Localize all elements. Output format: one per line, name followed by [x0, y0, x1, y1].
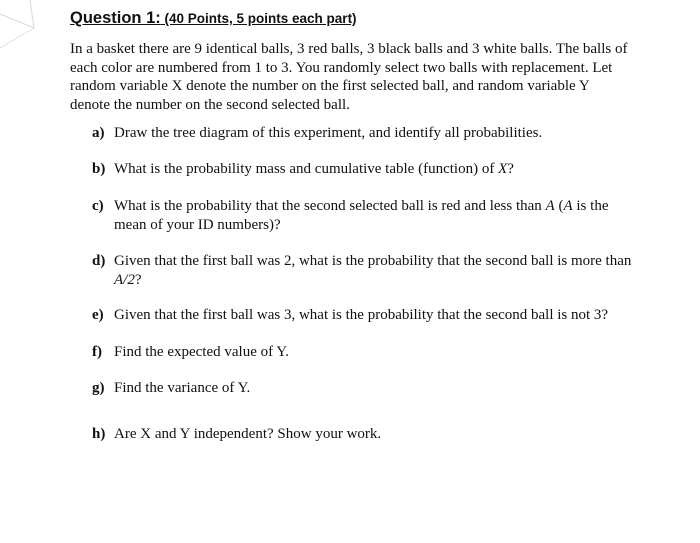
part-c — [92, 197, 632, 234]
part-h-label: h) — [92, 426, 106, 442]
part-f-text: Find the expected value of Y. — [114, 344, 289, 360]
part-a — [92, 124, 632, 143]
part-d — [92, 252, 632, 289]
part-e-text: Given that the first ball was 3, what is the probability that the second ball is not 3? — [114, 307, 609, 323]
part-b — [92, 160, 632, 179]
part-f-label: f) — [92, 344, 102, 360]
part-g-label: g) — [92, 380, 105, 396]
part-d-label: d) — [92, 253, 106, 269]
part-g — [92, 379, 632, 398]
part-b-label: b) — [92, 161, 106, 177]
part-a-label: a) — [92, 125, 105, 141]
part-b-text: What is the probability mass and cumulative table (function) of X? — [114, 161, 514, 177]
part-h — [92, 425, 632, 444]
question-intro: In a basket there are 9 identical balls, 3 red balls, 3 black balls and 3 white balls. The balls of each color are numbered from 1 to 3. You randomly select two balls with replacement. Let random variable X denote the number on the first selected ball, and random variable Y denote the number on the second selected ball. — [70, 41, 628, 113]
part-c-text: What is the probability that the second selected ball is red and less than A (A is the mean of your ID numbers)? — [114, 198, 609, 233]
page-corner-decoration — [0, 0, 60, 60]
part-a-text: Draw the tree diagram of this experiment, and identify all probabilities. — [114, 125, 543, 141]
part-c-label: c) — [92, 198, 104, 214]
part-h-text: Are X and Y independent? Show your work. — [114, 426, 382, 442]
part-d-text: Given that the first ball was 2, what is the probability that the second ball is more than A/2? — [114, 253, 632, 288]
part-f — [92, 343, 632, 362]
part-e — [92, 306, 632, 325]
question-label: Question 1: — [70, 9, 161, 27]
part-g-text: Find the variance of Y. — [114, 380, 251, 396]
question-points: (40 Points, 5 points each part) — [160, 11, 357, 26]
part-e-label: e) — [92, 307, 104, 323]
question-header — [70, 9, 357, 28]
